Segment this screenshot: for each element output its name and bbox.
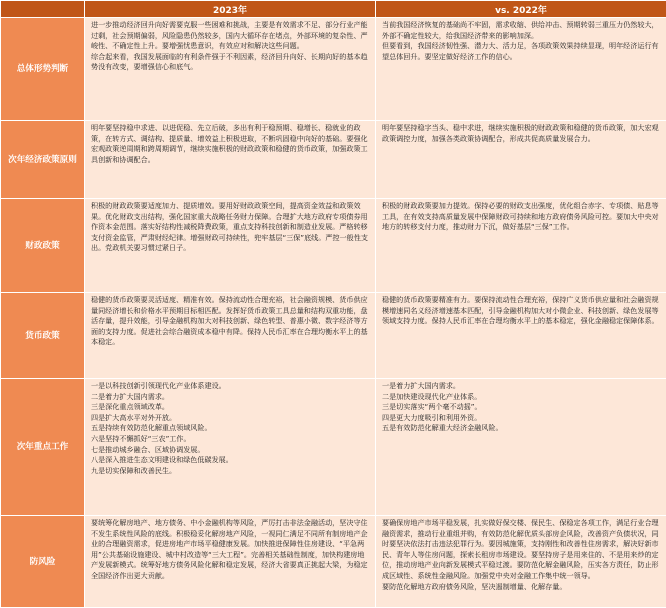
row-label: 次年经济政策原则 xyxy=(1,121,85,199)
cell-vs-2022: 当前我国经济恢复的基础尚不牢固，需求收缩、供给冲击、预期转弱三重压力仍然较大，外部不确定性较大，给我国经济带来的影响加深。 但要看到，我国经济韧性强、潜力大、活力足，各项政策效果持续显现，明年经济运行有望总体回升。要坚定做好经济工作的信心。 xyxy=(376,18,666,121)
table-row xyxy=(1,18,666,121)
cell-vs-2022: 要确保房地产市场平稳发展，扎实做好保交楼、保民生、保稳定各项工作，满足行业合理融资需求，推动行业重组并购，有效防范化解优质头部房企风险，改善资产负债状况，同时要坚决依法打击违法犯罪行为。要因城施策，支持刚性和改善性住房需求，解决好新市民、青年人等住房问题，探索长租房市场建设。要坚持房子是用来住的、不是用来炒的定位，推动房地产业向新发展模式平稳过渡。要防范化解金融风险，压实各方责任，防止形成区域性、系统性金融风险。加强党中央对金融工作集中统一领导。 要防范化解地方政府债务风险，坚决遏制增量、化解存量。 xyxy=(376,516,666,608)
row-label: 次年重点工作 xyxy=(1,379,85,516)
cell-2023: 一是以科技创新引领现代化产业体系建设。 二是着力扩大国内需求。 三是深化重点领域改革。 四是扩大高水平对外开放。 五是持续有效防范化解重点领域风险。 六是坚持不懈抓好“三农”工作。 七是推动城乡融合、区域协调发展。 八是深入推进生态文明建设和绿色低碳发展。 九是切实保障和改善民生。 xyxy=(85,379,376,516)
table-row xyxy=(1,121,666,199)
cell-vs-2022: 积极的财政政策要加力提效。保持必要的财政支出强度，优化组合赤字、专项债、贴息等工具，在有效支持高质量发展中保障财政可持续和地方政府债务风险可控。要加大中央对地方的转移支付力度，推动财力下沉，做好基层“三保”工作。 xyxy=(376,199,666,293)
row-label: 总体形势判断 xyxy=(1,18,85,121)
cell-2023: 进一步推动经济回升向好需要克服一些困难和挑战，主要是有效需求不足、部分行业产能过剩，社会预期偏弱，风险隐患仍然较多，国内大循环存在堵点，外部环境的复杂性、严峻性、不确定性上升。要增强忧患意识，有效应对和解决这些问题。 综合起来看，我国发展面临的有利条件强于不利因素，经济回升向好、长期向好的基本趋势没有改变，要增强信心和底气。 xyxy=(85,18,376,121)
row-label: 防风险 xyxy=(1,516,85,608)
table-row xyxy=(1,199,666,293)
table-row xyxy=(1,379,666,516)
cell-vs-2022: 明年要坚持稳字当头、稳中求进，继续实施积极的财政政策和稳健的货币政策，加大宏观政策调控力度，加强各类政策协调配合，形成共促高质量发展合力。 xyxy=(376,121,666,199)
table-row xyxy=(1,516,666,608)
header-corner xyxy=(1,1,85,18)
cell-vs-2022: 一是着力扩大国内需求。 二是加快建设现代化产业体系。 三是切实落实“两个毫不动摇”。 四是更大力度吸引和利用外资。 五是有效防范化解重大经济金融风险。 xyxy=(376,379,666,516)
table-row xyxy=(1,293,666,379)
row-label: 货币政策 xyxy=(1,293,85,379)
header-row xyxy=(1,1,666,18)
cell-2023: 明年要坚持稳中求进、以进促稳、先立后破，多出有利于稳预期、稳增长、稳就业的政策，在转方式、调结构、提质量、增效益上积极进取，不断巩固稳中向好的基础。要强化宏观政策逆周期和跨周期调节，继续实施积极的财政政策和稳健的货币政策，加强政策工具创新和协调配合。 xyxy=(85,121,376,199)
header-vs-2022: vs. 2022年 xyxy=(376,1,666,18)
cell-vs-2022: 稳健的货币政策要精准有力。要保持流动性合理充裕，保持广义货币供应量和社会融资规模增速同名义经济增速基本匹配，引导金融机构加大对小微企业、科技创新、绿色发展等领域支持力度。保持人民币汇率在合理均衡水平上的基本稳定，强化金融稳定保障体系。 xyxy=(376,293,666,379)
row-label: 财政政策 xyxy=(1,199,85,293)
cell-2023: 要统筹化解房地产、地方债务、中小金融机构等风险，严厉打击非法金融活动，坚决守住不发生系统性风险的底线。积极稳妥化解房地产风险，一视同仁满足不同所有制房地产企业的合理融资需求，促进房地产市场平稳健康发展。加快推进保障性住房建设、“平急两用”公共基础设施建设、城中村改造等“三大工程”。完善相关基础性制度，加快构建房地产发展新模式。统筹好地方债务风险化解和稳定发展，经济大省要真正挑起大梁，为稳定全国经济作出更大贡献。 xyxy=(85,516,376,608)
cell-2023: 积极的财政政策要适度加力、提质增效。要用好财政政策空间，提高资金效益和政策效果。优化财政支出结构，强化国家重大战略任务财力保障。合理扩大地方政府专项债券用作资本金范围。落实好结构性减税降费政策，重点支持科技创新和制造业发展。严格转移支付资金监管，严肃财经纪律。增强财政可持续性，兜牢基层“三保”底线。严控一般性支出。党政机关要习惯过紧日子。 xyxy=(85,199,376,293)
header-2023: 2023年 xyxy=(85,1,376,18)
cell-2023: 稳健的货币政策要灵活适度、精准有效。保持流动性合理充裕，社会融资规模、货币供应量同经济增长和价格水平预期目标相匹配。发挥好货币政策工具总量和结构双重功能，盘活存量，提升效能，引导金融机构加大对科技创新、绿色转型、普惠小微、数字经济等方面的支持力度。促进社会综合融资成本稳中有降。保持人民币汇率在合理均衡水平上的基本稳定。 xyxy=(85,293,376,379)
